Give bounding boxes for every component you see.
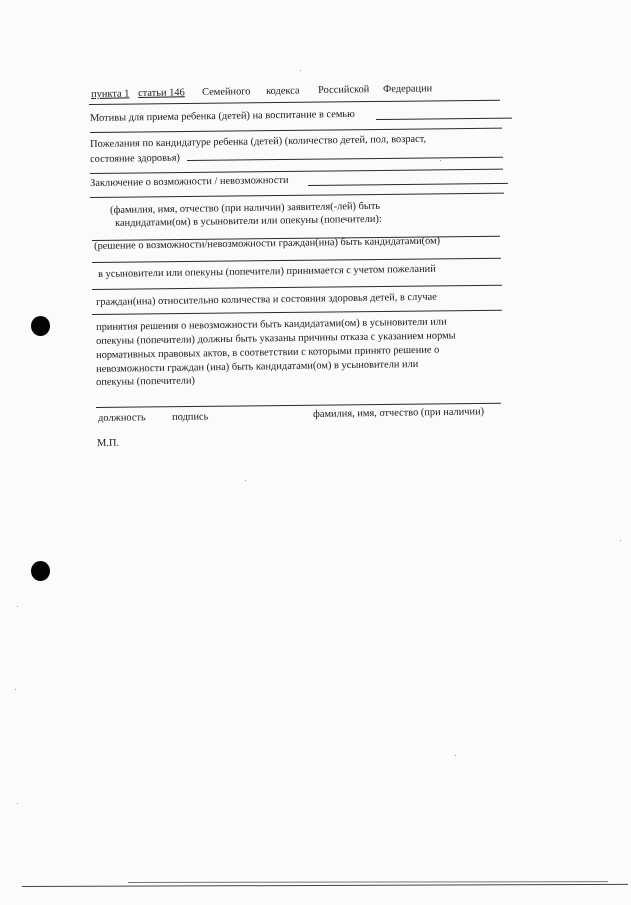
- fill-line: [376, 118, 512, 120]
- header-item: пункта 1: [91, 88, 130, 100]
- refusal-text: принятия решения о невозможности быть кандидатами(ом) в усыновители или: [96, 316, 447, 333]
- header-item: кодекса: [266, 85, 300, 97]
- punch-hole-bottom: [31, 561, 50, 581]
- wishes-label: Пожелания по кандидатуре ребенка (детей) (количество детей, пол, возраст,: [90, 133, 427, 150]
- scan-speck: [300, 70, 301, 71]
- decision-caption: граждан(ина) относительно количества и состояния здоровья детей, в случае: [96, 291, 437, 308]
- refusal-text: нормативных правовых актов, в соответствии с которыми принято решение о: [96, 344, 440, 361]
- scan-speck: [15, 689, 16, 690]
- rule: [90, 128, 502, 133]
- signature-position-label: должность: [98, 412, 146, 424]
- stamp-label: М.П.: [97, 437, 120, 449]
- bottom-rule: [22, 884, 628, 887]
- rule: [92, 258, 501, 263]
- header-item: Федерации: [383, 83, 433, 95]
- wishes-label: состояние здоровья): [90, 152, 181, 165]
- conclusion-label: Заключение о возможности / невозможности: [90, 174, 289, 189]
- scan-speck: [245, 480, 246, 481]
- applicant-caption: (фамилия, имя, отчество (при наличии) заявителя(-лей) быть: [110, 200, 381, 216]
- header-item: Семейного: [202, 86, 251, 98]
- header-item: статьи 146: [138, 87, 185, 99]
- motives-label: Мотивы для приема ребенка (детей) на воспитание в семью: [90, 108, 355, 124]
- decision-caption: (решение о возможности/невозможности граждан(ина) быть кандидатами(ом): [94, 235, 441, 252]
- scan-speck: [440, 160, 441, 161]
- punch-hole-top: [31, 316, 50, 336]
- signature-sign-label: подпись: [172, 411, 209, 423]
- fill-line: [187, 157, 503, 161]
- signature-fullname-label: фамилия, имя, отчество (при наличии): [313, 406, 485, 420]
- scan-speck: [17, 606, 18, 607]
- rule: [90, 193, 504, 198]
- rule: [90, 169, 503, 174]
- decision-caption: в усыновители или опекуны (попечители) принимается с учетом пожеланий: [98, 263, 436, 280]
- bottom-rule: [128, 881, 608, 883]
- scan-speck: [455, 755, 456, 756]
- scan-speck: [17, 803, 18, 804]
- fill-line: [308, 183, 508, 186]
- rule: [92, 310, 502, 315]
- scan-speck: [620, 540, 621, 541]
- rule: [92, 285, 502, 290]
- refusal-text: опекуны (попечители): [96, 375, 196, 388]
- refusal-text: опекуны (попечители) должны быть указаны причины отказа с указанием нормы: [96, 330, 456, 347]
- applicant-caption: кандидатами(ом) в усыновители или опекуны (попечители):: [115, 213, 382, 229]
- header-item: Российской: [318, 84, 370, 96]
- refusal-text: невозможности граждан (ина) быть кандидатами(ом) в усыновители или: [96, 358, 419, 375]
